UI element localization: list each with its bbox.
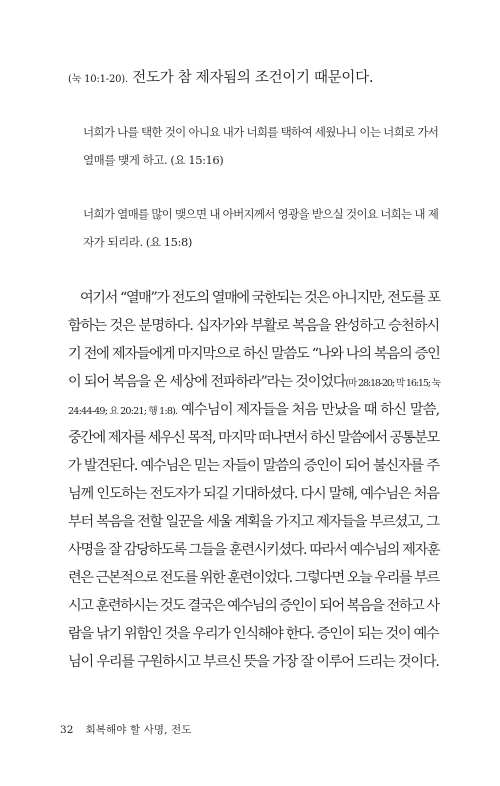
intro-text: 전도가 참 제자됨의 조건이기 때문이다. — [127, 70, 374, 86]
quote-2-line-2: 자가 되리라. (요 15:8) — [83, 235, 192, 249]
body-text: 님께 인도하는 전도자가 되길 기대하셨다. 다시 말해, 예수님은 처음 — [68, 486, 439, 502]
body-line-11 — [68, 567, 439, 587]
body-text: 가 발견된다. 예수님은 믿는 자들이 말씀의 증인이 되어 불신자를 주 — [68, 458, 439, 474]
running-title: 회복해야 할 사명, 전도 — [85, 724, 192, 736]
body-line-6 — [68, 427, 439, 447]
body-line-4 — [68, 371, 440, 391]
body-line-12 — [68, 595, 439, 615]
quote-2-line-1: 너희가 열매를 많이 맺으면 내 아버지께서 영광을 받으실 것이요 너희는 내 제 — [83, 207, 439, 221]
body-text: 람을 낚기 위함인 것을 우리가 인식해야 한다. 증인이 되는 것이 예수 — [68, 626, 439, 642]
body-text: 련은 근본적으로 전도를 위한 훈련이었다. 그렇다면 오늘 우리를 부르 — [68, 570, 439, 586]
body-text: 님이 우리를 구원하시고 부르신 뜻을 가장 잘 이루어 드리는 것이다. — [68, 654, 439, 670]
body-line-3 — [68, 343, 440, 363]
quote-1-line-2: 열매를 맺게 하고. (요 15:16) — [83, 153, 224, 167]
body-text: 기 전에 제자들에게 마지막으로 하신 말씀도 “나와 나의 복음의 증인 — [68, 346, 440, 362]
page-number: 32 — [60, 724, 74, 736]
body-line-5 — [68, 399, 439, 419]
body-line-2 — [68, 315, 439, 335]
body-line-14 — [68, 651, 439, 671]
quote-1-line-1: 너희가 나를 택한 것이 아니요 내가 너희를 택하여 세웠나니 이는 너희로 가서 — [83, 125, 439, 139]
intro-line — [68, 66, 373, 87]
body-line-1 — [80, 287, 440, 307]
body-text: 사명을 잘 감당하도록 그들을 훈련시키셨다. 따라서 예수님의 제자훈 — [68, 542, 440, 558]
body-text: 함하는 것은 분명하다. 십자가와 부활로 복음을 완성하고 승천하시 — [68, 318, 440, 334]
scripture-reference: 24:44-49; 요 20:21; 행 1:8). — [68, 406, 178, 417]
intro-reference: (눅 10:1-20). — [68, 74, 128, 85]
body-line-9 — [68, 511, 439, 531]
body-line-10 — [68, 539, 439, 559]
body-text: 중간에 제자를 세우신 목적, 마지막 떠나면서 하신 말씀에서 공통분모 — [68, 430, 439, 446]
body-text: 이 되어 복음을 온 세상에 전파하라”라는 것이었다 — [68, 374, 346, 390]
scripture-reference: (마 28:18-20; 막 16:15; 눅 — [345, 378, 440, 389]
body-text: 예수님이 제자들을 처음 만났을 때 하신 말씀, — [177, 402, 440, 418]
body-line-8 — [68, 483, 439, 503]
body-text: 부터 복음을 전할 일꾼을 세울 계획을 가지고 제자들을 부르셨고, 그 — [68, 514, 439, 530]
body-line-7 — [68, 455, 439, 475]
page-footer — [60, 722, 192, 737]
body-text: 시고 훈련하시는 것도 결국은 예수님의 증인이 되어 복음을 전하고 사 — [68, 598, 439, 614]
body-line-13 — [68, 623, 438, 643]
body-text: 여기서 “열매”가 전도의 열매에 국한되는 것은 아니지만, 전도를 포 — [80, 290, 440, 306]
